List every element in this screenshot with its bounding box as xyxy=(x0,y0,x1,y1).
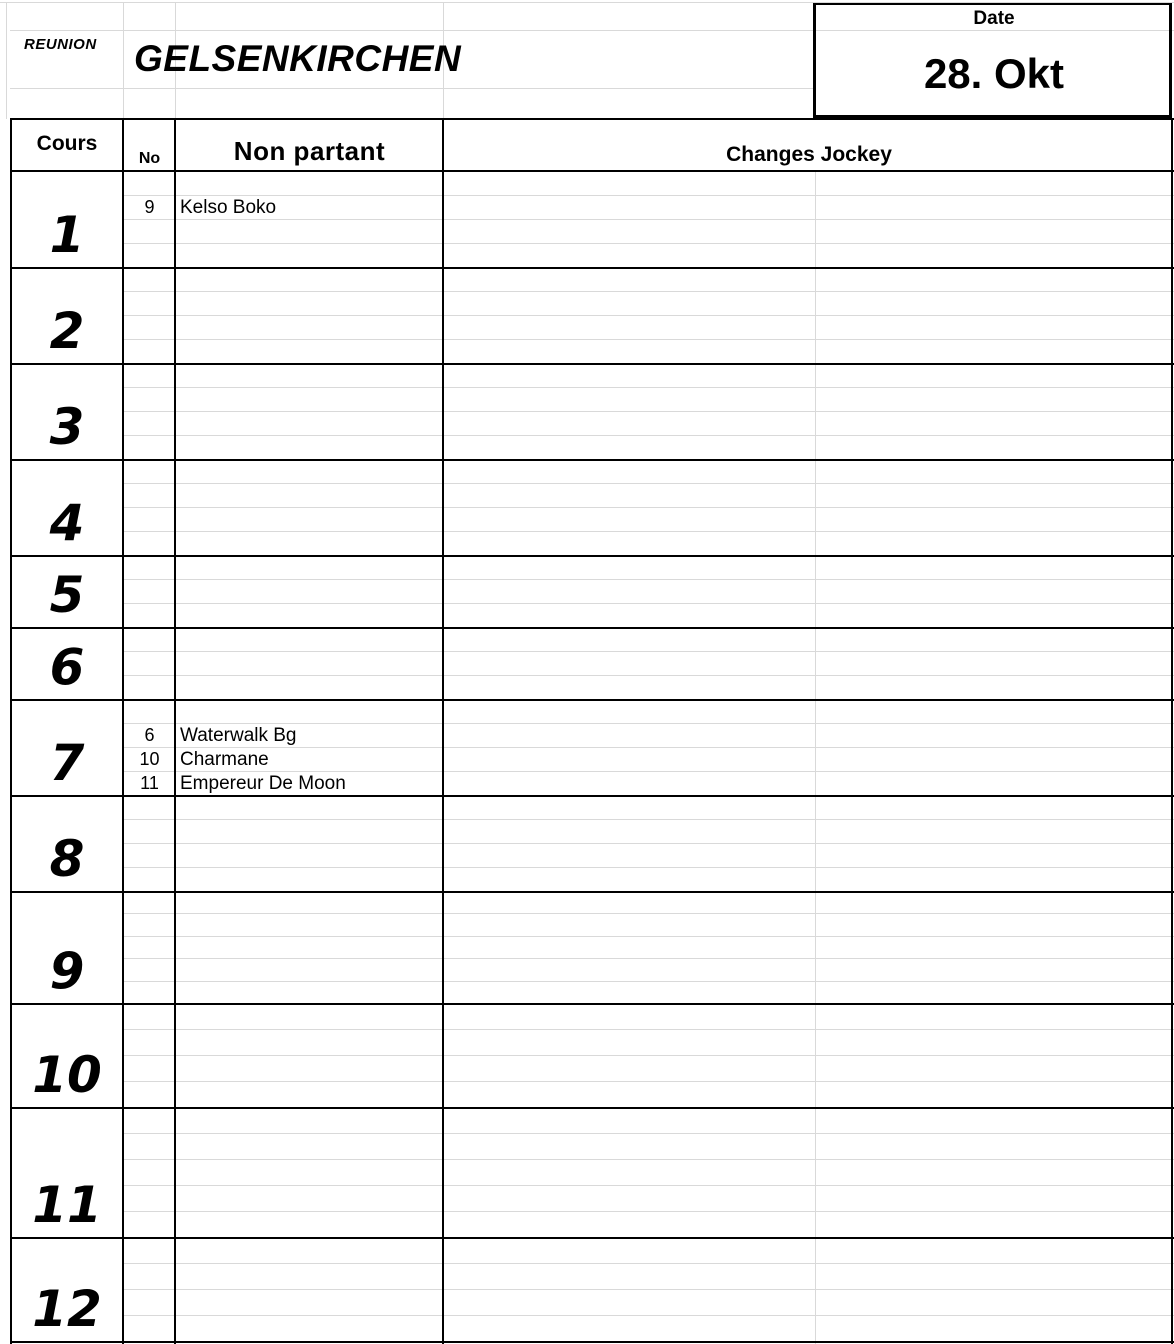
non-partant-number: 10 xyxy=(139,749,160,769)
gridline xyxy=(123,981,1174,982)
gridline xyxy=(123,675,1174,676)
table-border xyxy=(10,170,1174,172)
gridline xyxy=(123,651,1174,652)
gridline xyxy=(123,913,1174,914)
non-partant-horse-name: Kelso Boko xyxy=(180,197,277,218)
gridline xyxy=(123,339,1174,340)
table-border xyxy=(10,891,1174,893)
gridline xyxy=(123,579,1174,580)
gridline xyxy=(123,411,1174,412)
non-partant-number: 11 xyxy=(140,773,159,793)
table-border xyxy=(10,1341,1174,1343)
gridline xyxy=(123,1029,1174,1030)
table-border xyxy=(442,118,444,1344)
reunion-label: REUNION xyxy=(24,36,97,53)
gridline xyxy=(123,747,1174,748)
table-border xyxy=(10,1237,1174,1239)
race-number-7: 7 xyxy=(49,734,85,792)
gridline xyxy=(123,1211,1174,1212)
date-label: Date xyxy=(973,8,1015,29)
gridline xyxy=(123,531,1174,532)
gridline xyxy=(123,2,124,119)
date-box-border xyxy=(813,115,1172,119)
gridline xyxy=(123,958,1174,959)
table-border xyxy=(10,1003,1174,1005)
table-border xyxy=(10,627,1174,629)
gridline xyxy=(123,387,1174,388)
gridline xyxy=(123,771,1174,772)
race-number-4: 4 xyxy=(49,494,85,552)
gridline xyxy=(123,1133,1174,1134)
non-partant-number: 9 xyxy=(144,197,155,217)
date-box-border xyxy=(813,3,1172,5)
table-border xyxy=(10,699,1174,701)
table-border xyxy=(10,795,1174,797)
non-partant-number: 6 xyxy=(144,725,155,745)
gridline xyxy=(123,219,1174,220)
gridline xyxy=(123,435,1174,436)
table-border xyxy=(10,1107,1174,1109)
gridline xyxy=(123,1263,1174,1264)
gridline xyxy=(123,723,1174,724)
race-number-6: 6 xyxy=(49,638,85,696)
gridline xyxy=(123,1315,1174,1316)
gridline xyxy=(123,603,1174,604)
gridline xyxy=(10,88,816,89)
race-number-2: 2 xyxy=(49,302,85,360)
gridline xyxy=(123,819,1174,820)
gridline xyxy=(10,30,1174,31)
table-border xyxy=(10,459,1174,461)
gridline xyxy=(123,936,1174,937)
race-number-11: 11 xyxy=(32,1176,102,1234)
gridline xyxy=(123,483,1174,484)
column-header-changes-jockey: Changes Jockey xyxy=(726,143,892,166)
gridline xyxy=(123,243,1174,244)
gridline xyxy=(123,1289,1174,1290)
table-border xyxy=(10,555,1174,557)
gridline xyxy=(123,1159,1174,1160)
gridline xyxy=(123,195,1174,196)
non-partant-horse-name: Waterwalk Bg xyxy=(180,725,297,746)
non-partant-horse-name: Charmane xyxy=(180,749,269,770)
race-number-1: 1 xyxy=(49,206,85,264)
race-number-9: 9 xyxy=(49,942,85,1000)
gridline xyxy=(123,315,1174,316)
race-number-5: 5 xyxy=(49,566,85,624)
gridline xyxy=(123,843,1174,844)
gridline xyxy=(123,507,1174,508)
table-border xyxy=(1171,118,1173,1344)
venue-title: GELSENKIRCHEN xyxy=(134,38,462,79)
column-header-no: No xyxy=(138,150,161,167)
gridline xyxy=(815,171,816,1344)
gridline xyxy=(123,1055,1174,1056)
gridline xyxy=(123,867,1174,868)
non-partant-horse-name: Empereur De Moon xyxy=(180,773,346,794)
table-border xyxy=(10,363,1174,365)
gridline xyxy=(6,2,7,119)
race-number-10: 10 xyxy=(32,1046,102,1104)
gridline xyxy=(123,1081,1174,1082)
race-number-8: 8 xyxy=(49,830,85,888)
table-border xyxy=(10,267,1174,269)
race-number-3: 3 xyxy=(49,398,85,456)
gridline xyxy=(123,1185,1174,1186)
table-border xyxy=(10,118,12,1344)
race-number-12: 12 xyxy=(32,1280,102,1338)
gridline xyxy=(123,291,1174,292)
date-value: 28. Okt xyxy=(923,50,1065,97)
column-header-cours: Cours xyxy=(36,132,98,155)
column-header-non-partant: Non partant xyxy=(233,136,386,166)
